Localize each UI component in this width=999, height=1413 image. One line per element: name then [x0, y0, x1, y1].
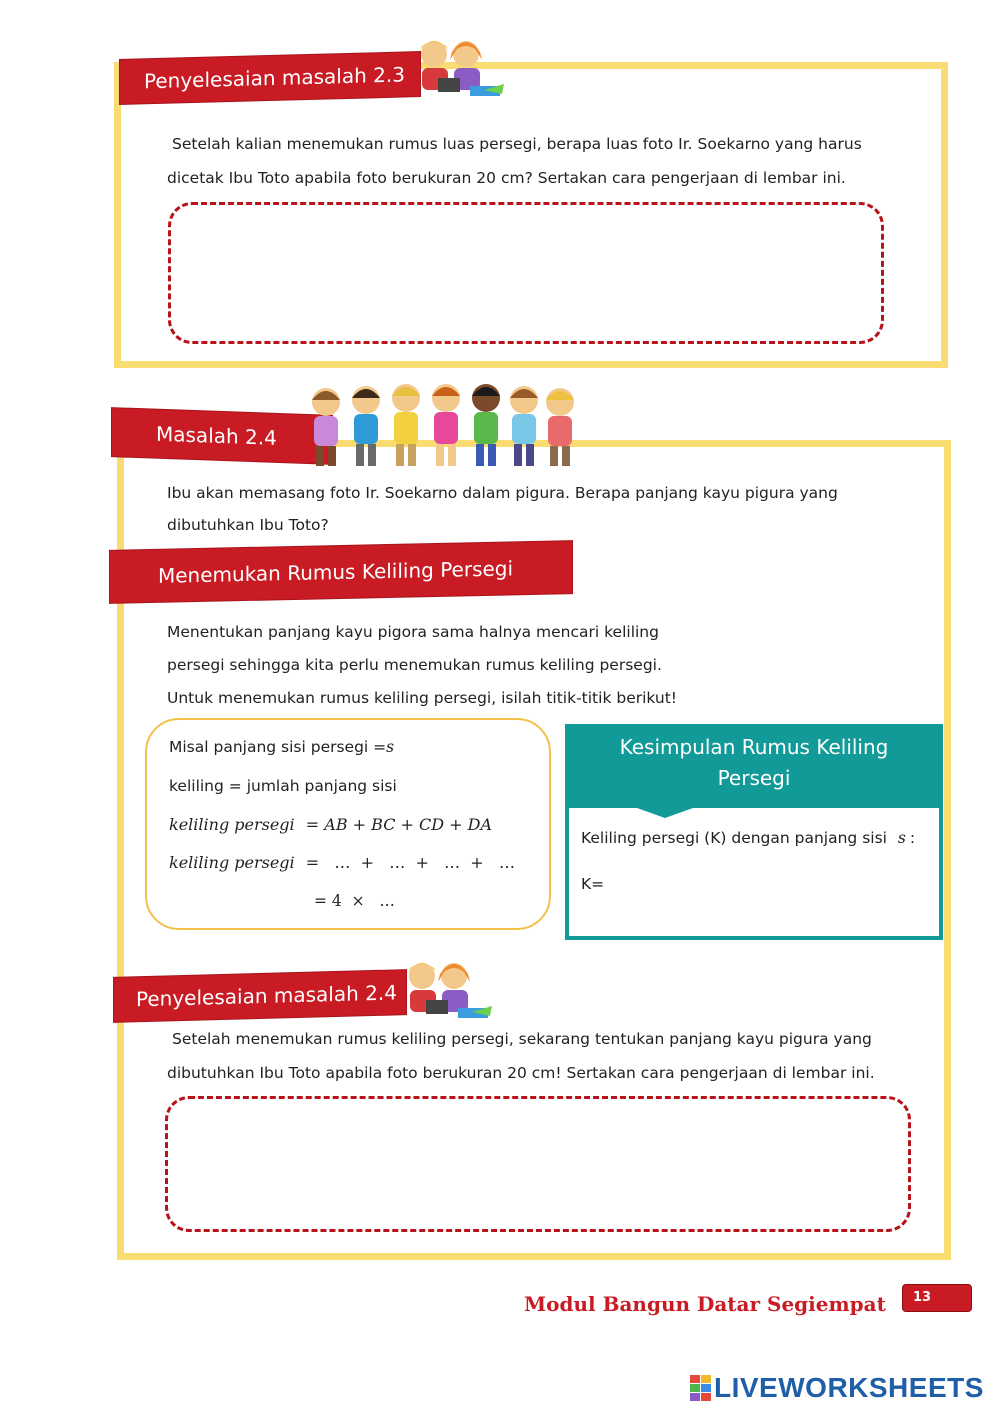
kesimpulan-body-sentence: Keliling persegi (K) dengan panjang sisi: [581, 829, 887, 847]
rumus-text-line3: Untuk menemukan rumus keliling persegi, isilah titik-titik berikut!: [167, 689, 678, 707]
fill-line2: keliling = jumlah panjang sisi: [169, 777, 397, 795]
section-24-solution-ribbon: [114, 970, 406, 1022]
section-24-text-line2: dibutuhkan Ibu Toto?: [167, 516, 329, 534]
section-24-title: Masalah 2.4: [156, 421, 277, 450]
rumus-title: Menemukan Rumus Keliling Persegi: [158, 556, 514, 588]
section-23-title: Penyelesaian masalah 2.3: [144, 62, 405, 94]
answer-box-24[interactable]: [165, 1096, 911, 1232]
fill-line4-label[interactable]: keliling persegi: [169, 853, 295, 872]
kesimpulan-title-line2: Persegi: [717, 766, 791, 790]
page-number-badge: [902, 1284, 972, 1312]
rumus-title-ribbon: [110, 541, 572, 603]
rumus-text-line1: Menentukan panjang kayu pigora sama halnya mencari keliling: [167, 623, 659, 641]
fill-line5[interactable]: = 4 × …: [314, 892, 395, 910]
kesimpulan-body-text: [581, 822, 915, 855]
fill-line3: [169, 808, 492, 841]
section-23-text-line1: Setelah kalian menemukan rumus luas persegi, berapa luas foto Ir. Soekarno yang harus: [172, 135, 862, 153]
kids-group-illustration: [306, 378, 580, 474]
fill-line1-var: s: [386, 738, 395, 756]
answer-box-23[interactable]: [168, 202, 884, 344]
kids-reading-illustration: [410, 38, 506, 102]
kesimpulan-header: [565, 724, 943, 808]
section-24-solution-line2: dibutuhkan Ibu Toto apabila foto berukuran 20 cm! Sertakan cara pengerjaan di lembar ini.: [167, 1064, 875, 1082]
section-23-text-line2: dicetak Ibu Toto apabila foto berukuran 20 cm? Sertakan cara pengerjaan di lembar ini.: [167, 169, 846, 187]
kids-reading-illustration-2: [398, 960, 494, 1024]
section-24-text-line1: Ibu akan memasang foto Ir. Soekarno dalam pigura. Berapa panjang kayu pigura yang: [167, 484, 838, 502]
kesimpulan-title-line1: Kesimpulan Rumus Keliling: [619, 735, 889, 759]
liveworksheets-brand: LIVEWORKSHEETS: [714, 1372, 984, 1403]
fill-line4-rhs[interactable]: = … + … + … + …: [305, 853, 515, 872]
fill-line3-rhs: = AB + BC + CD + DA: [305, 815, 493, 834]
fill-line4: [169, 846, 515, 879]
kesimpulan-box: [565, 724, 943, 940]
kesimpulan-body-var: s: [897, 829, 906, 847]
kesimpulan-body-colon: :: [909, 829, 916, 847]
section-24-title-ribbon: [112, 408, 332, 464]
page-number: 13: [913, 1290, 932, 1305]
fill-line3-label: keliling persegi: [169, 815, 295, 834]
liveworksheets-logo-icon: [690, 1373, 712, 1403]
section-24-solution-title: Penyelesaian masalah 2.4: [136, 980, 397, 1012]
fill-line1-text: Misal panjang sisi persegi =: [169, 738, 387, 756]
section-24-solution-line1: Setelah menemukan rumus keliling persegi, sekarang tentukan panjang kayu pigura yang: [172, 1030, 872, 1048]
module-title: Modul Bangun Datar Segiempat: [524, 1292, 886, 1316]
rumus-text-line2: persegi sehingga kita perlu menemukan rumus keliling persegi.: [167, 656, 662, 674]
kesimpulan-k-label[interactable]: K=: [581, 875, 605, 893]
liveworksheets-logo: [690, 1372, 984, 1404]
fill-line1: [169, 731, 394, 764]
section-23-title-ribbon: [120, 52, 420, 104]
